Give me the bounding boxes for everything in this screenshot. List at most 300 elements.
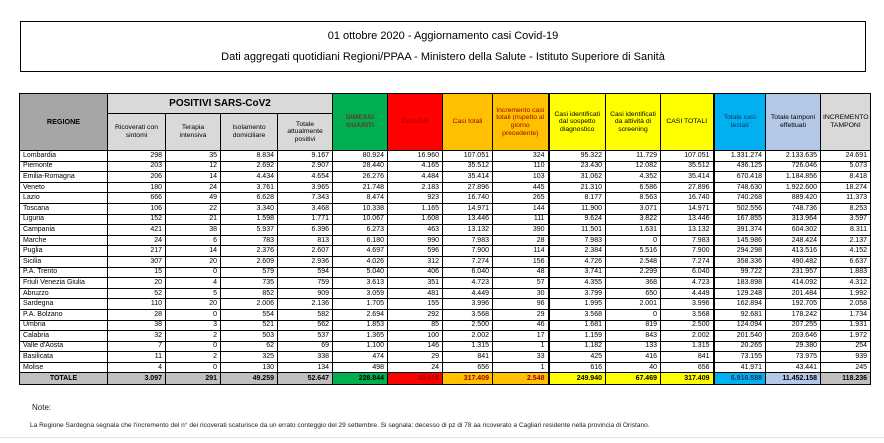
- cell-testati: 41.971: [714, 362, 766, 373]
- cell-terapia: 3: [166, 320, 221, 331]
- cell-deceduti: 2.183: [388, 182, 443, 193]
- cell-isolamento: 503: [221, 331, 278, 342]
- cell-tamponi: 1.922.600: [766, 182, 821, 193]
- cell-screening: 819: [606, 320, 661, 331]
- cell-ricoverati: 307: [108, 256, 166, 267]
- cell-attuali: 562: [278, 320, 333, 331]
- table-row: [20, 203, 871, 214]
- cell-sospetto: 21.310: [549, 182, 606, 193]
- cell-casi2: 13.446: [661, 214, 714, 225]
- cell-regione: Sardegna: [20, 299, 108, 310]
- cell-incr_tamponi: 939: [821, 352, 871, 363]
- cell-dimessi: 6.180: [333, 235, 388, 246]
- cell-ricoverati: 217: [108, 246, 166, 257]
- table-row: [20, 193, 871, 204]
- cell-regione: Lazio: [20, 193, 108, 204]
- table-body: [20, 151, 871, 385]
- cell-attuali: 4.654: [278, 172, 333, 183]
- bottom-divider: [0, 437, 884, 438]
- cell-ricoverati: 38: [108, 320, 166, 331]
- cell-screening: 8.563: [606, 193, 661, 204]
- cell-sospetto: 1.182: [549, 341, 606, 352]
- cell-incr_tamponi: 5.073: [821, 161, 871, 172]
- cell-dimessi: 26.276: [333, 172, 388, 183]
- cell-dimessi: 28.440: [333, 161, 388, 172]
- cell-incr_tamponi: 4.152: [821, 246, 871, 257]
- cell-totale-deceduti: 35.918: [388, 373, 443, 385]
- cell-attuali: 338: [278, 352, 333, 363]
- note-text: La Regione Sardegna segnala che l'incremento del n° dei ricoverati scaturisce da un errato conteggio del 29 settembre. Si segnala: decesso di pz di 78 aa ricoverato a Cagliari residente nella provincia di Oristano.: [30, 422, 650, 429]
- cell-testati: 391.374: [714, 225, 766, 236]
- cell-casi: 35.414: [443, 172, 493, 183]
- covid-data-table: [19, 93, 871, 385]
- cell-screening: 368: [606, 278, 661, 289]
- cell-deceduti: 596: [388, 246, 443, 257]
- table-row: [20, 246, 871, 257]
- cell-screening: 0: [606, 309, 661, 320]
- cell-incremento: 17: [493, 331, 549, 342]
- cell-screening: 40: [606, 362, 661, 373]
- cell-testati: 99.722: [714, 267, 766, 278]
- cell-ricoverati: 32: [108, 331, 166, 342]
- cell-testati: 183.898: [714, 278, 766, 289]
- cell-isolamento: 62: [221, 341, 278, 352]
- table-row: [20, 256, 871, 267]
- cell-incr_tamponi: 245: [821, 362, 871, 373]
- cell-testati: 20.265: [714, 341, 766, 352]
- cell-deceduti: 292: [388, 309, 443, 320]
- cell-deceduti: 990: [388, 235, 443, 246]
- cell-regione: Sicilia: [20, 256, 108, 267]
- cell-totale-tamponi: 11.452.158: [766, 373, 821, 385]
- cell-screening: 133: [606, 341, 661, 352]
- cell-terapia: 0: [166, 309, 221, 320]
- cell-incr_tamponi: 3.597: [821, 214, 871, 225]
- cell-sospetto: 4.355: [549, 278, 606, 289]
- col-group-positivi: POSITIVI SARS-CoV2: [108, 94, 333, 114]
- cell-tamponi: 178.242: [766, 309, 821, 320]
- cell-incremento: 57: [493, 278, 549, 289]
- cell-incr_tamponi: 254: [821, 341, 871, 352]
- cell-casi2: 2.500: [661, 320, 714, 331]
- cell-tamponi: 1.184.856: [766, 172, 821, 183]
- cell-screening: 6.586: [606, 182, 661, 193]
- cell-ricoverati: 24: [108, 235, 166, 246]
- cell-incr_tamponi: 1.883: [821, 267, 871, 278]
- cell-tamponi: 313.964: [766, 214, 821, 225]
- cell-totale-testati: 6.916.588: [714, 373, 766, 385]
- cell-screening: 11.729: [606, 151, 661, 162]
- cell-incr_tamponi: 8.418: [821, 172, 871, 183]
- cell-regione: Veneto: [20, 182, 108, 193]
- cell-incremento: 156: [493, 256, 549, 267]
- cell-tamponi: 192.705: [766, 299, 821, 310]
- table-row: [20, 151, 871, 162]
- cell-deceduti: 463: [388, 225, 443, 236]
- cell-incremento: 144: [493, 203, 549, 214]
- col-header-incremento-casi: Incremento casi totali (rispetto al giorno precedente): [493, 94, 549, 151]
- cell-sospetto: 1.995: [549, 299, 606, 310]
- cell-dimessi: 2.694: [333, 309, 388, 320]
- cell-regione: Friuli Venezia Giulia: [20, 278, 108, 289]
- cell-tamponi: 889.420: [766, 193, 821, 204]
- cell-terapia: 2: [166, 331, 221, 342]
- cell-ricoverati: 298: [108, 151, 166, 162]
- cell-incr_tamponi: 2.058: [821, 299, 871, 310]
- cell-incr_tamponi: 1.992: [821, 288, 871, 299]
- cell-isolamento: 4.434: [221, 172, 278, 183]
- cell-deceduti: 923: [388, 193, 443, 204]
- cell-regione: Emilia-Romagna: [20, 172, 108, 183]
- col-header-incremento-tamponi: INCREMENTO TAMPONI: [821, 94, 871, 151]
- cell-regione: Piemonte: [20, 161, 108, 172]
- cell-attuali: 134: [278, 362, 333, 373]
- cell-sospetto: 95.322: [549, 151, 606, 162]
- cell-testati: 73.155: [714, 352, 766, 363]
- col-header-casi-totali: Casi totali: [443, 94, 493, 151]
- cell-sospetto: 8.177: [549, 193, 606, 204]
- cell-ricoverati: 421: [108, 225, 166, 236]
- cell-isolamento: 554: [221, 309, 278, 320]
- cell-casi2: 107.051: [661, 151, 714, 162]
- cell-regione: Campania: [20, 225, 108, 236]
- cell-totale-casi2: 317.409: [661, 373, 714, 385]
- cell-dimessi: 1.100: [333, 341, 388, 352]
- cell-terapia: 22: [166, 203, 221, 214]
- col-header-terapia-intensiva: Terapia intensiva: [166, 114, 221, 151]
- cell-screening: 3.822: [606, 214, 661, 225]
- cell-deceduti: 16.960: [388, 151, 443, 162]
- cell-dimessi: 4.697: [333, 246, 388, 257]
- cell-casi2: 7.983: [661, 235, 714, 246]
- cell-testati: 1.331.274: [714, 151, 766, 162]
- cell-incr_tamponi: 4.312: [821, 278, 871, 289]
- cell-casi: 2.500: [443, 320, 493, 331]
- cell-incr_tamponi: 18.274: [821, 182, 871, 193]
- cell-casi2: 27.896: [661, 182, 714, 193]
- cell-terapia: 38: [166, 225, 221, 236]
- cell-screening: 2.001: [606, 299, 661, 310]
- note-label: Note:: [32, 403, 52, 412]
- cell-regione: Toscana: [20, 203, 108, 214]
- cell-attuali: 537: [278, 331, 333, 342]
- cell-casi2: 14.971: [661, 203, 714, 214]
- cell-attuali: 1.771: [278, 214, 333, 225]
- cell-screening: 0: [606, 235, 661, 246]
- cell-attuali: 2.607: [278, 246, 333, 257]
- cell-ricoverati: 106: [108, 203, 166, 214]
- cell-casi: 13.446: [443, 214, 493, 225]
- cell-casi2: 3.568: [661, 309, 714, 320]
- cell-totale-ricoverati: 3.097: [108, 373, 166, 385]
- table-row: [20, 182, 871, 193]
- cell-incremento: 48: [493, 267, 549, 278]
- cell-sospetto: 3.741: [549, 267, 606, 278]
- cell-isolamento: 8.834: [221, 151, 278, 162]
- cell-incremento: 445: [493, 182, 549, 193]
- cell-ricoverati: 20: [108, 278, 166, 289]
- header-row-groups: [20, 94, 871, 114]
- cell-tamponi: 248.424: [766, 235, 821, 246]
- cell-casi2: 35.512: [661, 161, 714, 172]
- cell-totale-screening: 67.469: [606, 373, 661, 385]
- cell-attuali: 594: [278, 267, 333, 278]
- cell-screening: 1.631: [606, 225, 661, 236]
- cell-casi: 3.568: [443, 309, 493, 320]
- cell-tamponi: 201.484: [766, 288, 821, 299]
- cell-testati: 129.248: [714, 288, 766, 299]
- cell-testati: 748.630: [714, 182, 766, 193]
- cell-testati: 167.855: [714, 214, 766, 225]
- col-header-tamponi: Totale tamponi effettuati: [766, 94, 821, 151]
- cell-ricoverati: 180: [108, 182, 166, 193]
- table-header: [20, 94, 871, 151]
- cell-screening: 4.352: [606, 172, 661, 183]
- cell-tamponi: 2.133.635: [766, 151, 821, 162]
- cell-incremento: 96: [493, 299, 549, 310]
- cell-casi2: 841: [661, 352, 714, 363]
- cell-incremento: 30: [493, 288, 549, 299]
- cell-casi2: 4.449: [661, 288, 714, 299]
- cell-regione: Abruzzo: [20, 288, 108, 299]
- cell-attuali: 3.468: [278, 203, 333, 214]
- table-row: [20, 362, 871, 373]
- cell-attuali: 6.396: [278, 225, 333, 236]
- table-row: [20, 225, 871, 236]
- cell-deceduti: 100: [388, 331, 443, 342]
- cell-totale-terapia: 291: [166, 373, 221, 385]
- cell-tamponi: 43.441: [766, 362, 821, 373]
- cell-testati: 436.125: [714, 161, 766, 172]
- cell-dimessi: 3.059: [333, 288, 388, 299]
- cell-incremento: 103: [493, 172, 549, 183]
- cell-deceduti: 29: [388, 352, 443, 363]
- cell-incr_tamponi: 8.311: [821, 225, 871, 236]
- cell-isolamento: 2.609: [221, 256, 278, 267]
- cell-regione: Umbria: [20, 320, 108, 331]
- cell-attuali: 7.343: [278, 193, 333, 204]
- cell-deceduti: 406: [388, 267, 443, 278]
- cell-terapia: 20: [166, 256, 221, 267]
- cell-sospetto: 9.624: [549, 214, 606, 225]
- cell-deceduti: 4.165: [388, 161, 443, 172]
- table-row: [20, 235, 871, 246]
- cell-testati: 145.986: [714, 235, 766, 246]
- table-row: [20, 288, 871, 299]
- cell-dimessi: 3.613: [333, 278, 388, 289]
- cell-testati: 740.268: [714, 193, 766, 204]
- cell-casi: 16.740: [443, 193, 493, 204]
- cell-sospetto: 4.726: [549, 256, 606, 267]
- cell-tamponi: 726.046: [766, 161, 821, 172]
- cell-terapia: 49: [166, 193, 221, 204]
- cell-deceduti: 351: [388, 278, 443, 289]
- cell-dimessi: 4.026: [333, 256, 388, 267]
- cell-isolamento: 3.761: [221, 182, 278, 193]
- cell-isolamento: 2.006: [221, 299, 278, 310]
- cell-ricoverati: 666: [108, 193, 166, 204]
- cell-dimessi: 474: [333, 352, 388, 363]
- cell-casi: 7.274: [443, 256, 493, 267]
- cell-screening: 2.299: [606, 267, 661, 278]
- cell-isolamento: 6.628: [221, 193, 278, 204]
- cell-terapia: 14: [166, 246, 221, 257]
- cell-testati: 92.681: [714, 309, 766, 320]
- cell-sospetto: 616: [549, 362, 606, 373]
- cell-isolamento: 2.376: [221, 246, 278, 257]
- cell-casi: 6.040: [443, 267, 493, 278]
- cell-sospetto: 3.568: [549, 309, 606, 320]
- table-row: [20, 172, 871, 183]
- cell-regione: Molise: [20, 362, 108, 373]
- cell-tamponi: 490.482: [766, 256, 821, 267]
- cell-tamponi: 231.957: [766, 267, 821, 278]
- cell-casi2: 656: [661, 362, 714, 373]
- cell-sospetto: 31.062: [549, 172, 606, 183]
- cell-terapia: 12: [166, 161, 221, 172]
- cell-screening: 12.082: [606, 161, 661, 172]
- cell-casi2: 6.040: [661, 267, 714, 278]
- cell-testati: 502.556: [714, 203, 766, 214]
- cell-casi: 7.900: [443, 246, 493, 257]
- col-header-dimessi-guariti: DIMESSI GUARITI: [333, 94, 388, 151]
- cell-attuali: 2.907: [278, 161, 333, 172]
- cell-totale-incr_tamponi: 118.236: [821, 373, 871, 385]
- cell-regione: Valle d'Aosta: [20, 341, 108, 352]
- cell-incremento: 324: [493, 151, 549, 162]
- cell-terapia: 6: [166, 235, 221, 246]
- cell-screening: 416: [606, 352, 661, 363]
- col-header-casi-testati: Totale casi testati: [714, 94, 766, 151]
- cell-attuali: 2.136: [278, 299, 333, 310]
- cell-dimessi: 8.474: [333, 193, 388, 204]
- cell-casi: 107.051: [443, 151, 493, 162]
- cell-incr_tamponi: 2.137: [821, 235, 871, 246]
- cell-tamponi: 207.255: [766, 320, 821, 331]
- col-header-casi-totali-2: CASI TOTALI: [661, 94, 714, 151]
- cell-regione: Liguria: [20, 214, 108, 225]
- cell-sospetto: 3.799: [549, 288, 606, 299]
- cell-isolamento: 2.692: [221, 161, 278, 172]
- cell-incremento: 28: [493, 235, 549, 246]
- cell-screening: 843: [606, 331, 661, 342]
- cell-totale-casi: 317.409: [443, 373, 493, 385]
- cell-casi: 35.512: [443, 161, 493, 172]
- cell-sospetto: 23.430: [549, 161, 606, 172]
- cell-totale-dimessi: 228.844: [333, 373, 388, 385]
- cell-incr_tamponi: 24.691: [821, 151, 871, 162]
- cell-deceduti: 481: [388, 288, 443, 299]
- cell-screening: 2.548: [606, 256, 661, 267]
- cell-totale-incremento: 2.548: [493, 373, 549, 385]
- cell-sospetto: 7.983: [549, 235, 606, 246]
- cell-tamponi: 29.380: [766, 341, 821, 352]
- cell-incr_tamponi: 1.972: [821, 331, 871, 342]
- col-header-ricoverati: Ricoverati con sintomi: [108, 114, 166, 151]
- table-row: [20, 161, 871, 172]
- cell-dimessi: 1.705: [333, 299, 388, 310]
- cell-terapia: 20: [166, 299, 221, 310]
- cell-casi: 4.449: [443, 288, 493, 299]
- cell-casi2: 16.740: [661, 193, 714, 204]
- cell-incremento: 114: [493, 246, 549, 257]
- cell-dimessi: 1.853: [333, 320, 388, 331]
- cell-attuali: 9.167: [278, 151, 333, 162]
- cell-totale-sospetto: 249.940: [549, 373, 606, 385]
- cell-tamponi: 203.646: [766, 331, 821, 342]
- cell-isolamento: 735: [221, 278, 278, 289]
- cell-testati: 201.540: [714, 331, 766, 342]
- cell-ricoverati: 110: [108, 299, 166, 310]
- cell-casi: 841: [443, 352, 493, 363]
- cell-dimessi: 5.040: [333, 267, 388, 278]
- cell-incr_tamponi: 1.931: [821, 320, 871, 331]
- cell-totale-label: TOTALE: [20, 373, 108, 385]
- table-row-totale: [20, 373, 871, 385]
- cell-testati: 670.418: [714, 172, 766, 183]
- cell-isolamento: 579: [221, 267, 278, 278]
- cell-attuali: 759: [278, 278, 333, 289]
- cell-casi: 14.971: [443, 203, 493, 214]
- cell-terapia: 0: [166, 341, 221, 352]
- cell-regione: P.A. Bolzano: [20, 309, 108, 320]
- cell-screening: 3.071: [606, 203, 661, 214]
- cell-ricoverati: 11: [108, 352, 166, 363]
- cell-incremento: 1: [493, 341, 549, 352]
- report-title-line1: 01 ottobre 2020 - Aggiornamento casi Covid-19: [327, 30, 559, 43]
- cell-terapia: 24: [166, 182, 221, 193]
- cell-casi: 656: [443, 362, 493, 373]
- cell-sospetto: 1.681: [549, 320, 606, 331]
- cell-terapia: 35: [166, 151, 221, 162]
- cell-incr_tamponi: 1.734: [821, 309, 871, 320]
- cell-attuali: 69: [278, 341, 333, 352]
- report-title-box: [20, 21, 866, 72]
- cell-regione: P.A. Trento: [20, 267, 108, 278]
- cell-casi2: 3.996: [661, 299, 714, 310]
- cell-attuali: 582: [278, 309, 333, 320]
- cell-isolamento: 130: [221, 362, 278, 373]
- cell-isolamento: 3.340: [221, 203, 278, 214]
- cell-casi: 3.996: [443, 299, 493, 310]
- cell-casi: 4.723: [443, 278, 493, 289]
- cell-casi2: 35.414: [661, 172, 714, 183]
- cell-ricoverati: 203: [108, 161, 166, 172]
- cell-sospetto: 1.159: [549, 331, 606, 342]
- cell-incremento: 111: [493, 214, 549, 225]
- cell-incremento: 1: [493, 362, 549, 373]
- cell-terapia: 21: [166, 214, 221, 225]
- cell-ricoverati: 152: [108, 214, 166, 225]
- cell-tamponi: 604.302: [766, 225, 821, 236]
- cell-deceduti: 24: [388, 362, 443, 373]
- table-row: [20, 278, 871, 289]
- cell-incremento: 265: [493, 193, 549, 204]
- cell-tamponi: 413.516: [766, 246, 821, 257]
- cell-deceduti: 146: [388, 341, 443, 352]
- cell-dimessi: 10.067: [333, 214, 388, 225]
- cell-incremento: 46: [493, 320, 549, 331]
- cell-terapia: 14: [166, 172, 221, 183]
- cell-deceduti: 1.165: [388, 203, 443, 214]
- report-title-line2: Dati aggregati quotidiani Regioni/PPAA - Ministero della Salute - Istituto Superiore di Sanità: [221, 50, 665, 63]
- cell-testati: 124.094: [714, 320, 766, 331]
- col-header-deceduti: Deceduti: [388, 94, 443, 151]
- cell-terapia: 0: [166, 267, 221, 278]
- cell-dimessi: 6.273: [333, 225, 388, 236]
- cell-terapia: 4: [166, 278, 221, 289]
- cell-terapia: 2: [166, 352, 221, 363]
